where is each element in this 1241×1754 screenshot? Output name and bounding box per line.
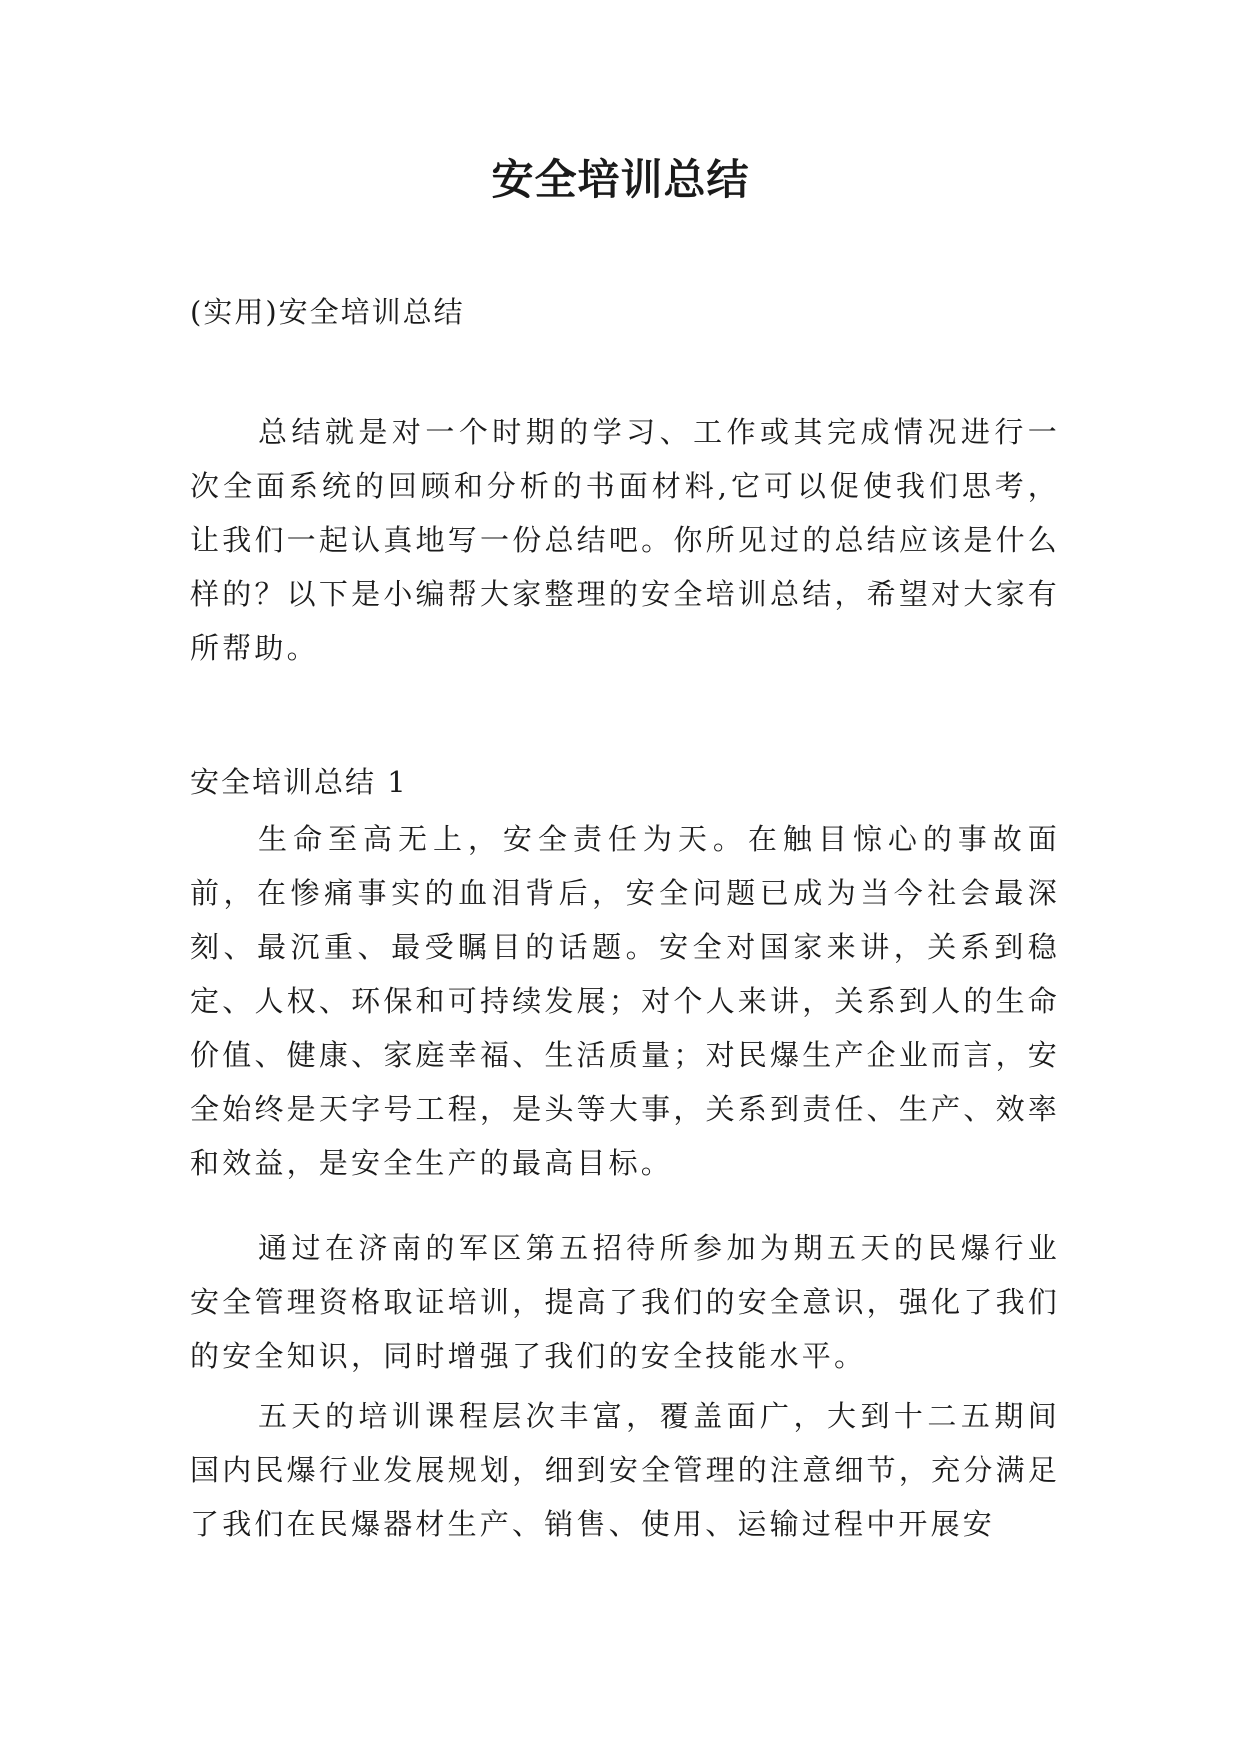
body-paragraph: 五天的培训课程层次丰富，覆盖面广，大到十二五期间国内民爆行业发展规划，细到安全管理的注意细节，充分满足了我们在民爆器材生产、销售、使用、运输过程中开展安: [190, 1399, 1060, 1541]
document-title: 安全培训总结: [491, 155, 750, 204]
section-heading: 安全培训总结 1: [190, 765, 408, 799]
intro-paragraph: 总结就是对一个时期的学习、工作或其完成情况进行一次全面系统的回顾和分析的书面材料,它可以促使我们思考，让我们一起认真地写一份总结吧。你所见过的总结应该是什么样的？以下是小编帮大家整理的安全培训总结，希望对大家有所帮助。: [190, 415, 1060, 665]
body-paragraph: 生命至高无上，安全责任为天。在触目惊心的事故面前，在惨痛事实的血泪背后，安全问题已成为当今社会最深刻、最沉重、最受瞩目的话题。安全对国家来讲，关系到稳定、人权、环保和可持续发展；对个人来讲，关系到人的生命价值、健康、家庭幸福、生活质量；对民爆生产企业而言，安全始终是天字号工程，是头等大事，关系到责任、生产、效率和效益，是安全生产的最高目标。: [190, 822, 1060, 1180]
document-subtitle: (实用)安全培训总结: [190, 295, 465, 329]
body-paragraph: 通过在济南的军区第五招待所参加为期五天的民爆行业安全管理资格取证培训，提高了我们的安全意识，强化了我们的安全知识，同时增强了我们的安全技能水平。: [190, 1231, 1060, 1373]
